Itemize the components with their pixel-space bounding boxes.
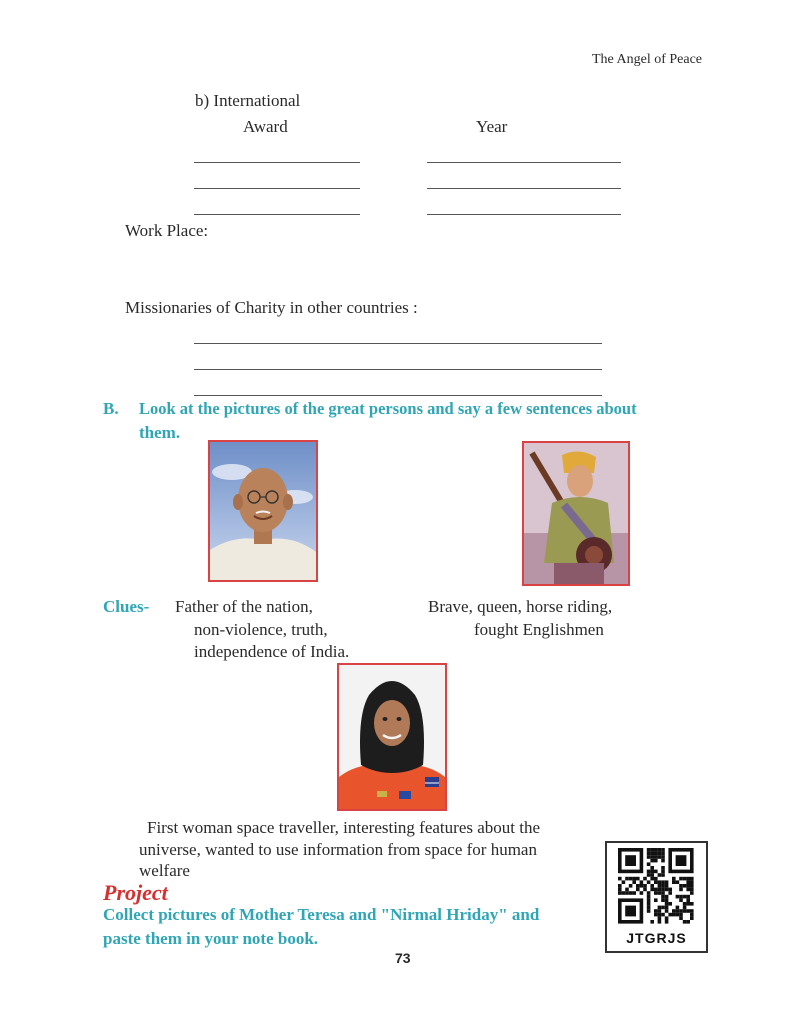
award-blank-line[interactable] <box>194 162 360 163</box>
section-b-instruction-line1: Look at the pictures of the great persons and say a few sentences about <box>139 399 637 418</box>
missionaries-blank-line[interactable] <box>194 343 602 344</box>
project-instruction-line1: Collect pictures of Mother Teresa and "Nirmal Hriday" and <box>103 905 540 924</box>
missionaries-blank-line[interactable] <box>194 369 602 370</box>
year-blank-line[interactable] <box>427 162 621 163</box>
portrait-astronaut-image <box>337 663 447 811</box>
clue-astronaut-line: universe, wanted to use information from space for human <box>139 840 537 859</box>
project-heading: Project <box>103 880 168 905</box>
section-b-letter: B. <box>103 399 119 418</box>
sub-heading-international: b) International <box>195 91 301 110</box>
qr-code-label: JTGRJS <box>626 930 687 946</box>
clue-gandhi-line: Father of the nation, <box>175 597 313 616</box>
section-b-instruction-line2: them. <box>139 423 181 442</box>
project-instruction-line2: paste them in your note book. <box>103 929 319 948</box>
award-blank-line[interactable] <box>194 214 360 215</box>
clues-label: Clues- <box>103 597 150 616</box>
missionaries-label: Missionaries of Charity in other countries : <box>125 298 418 317</box>
running-title: The Angel of Peace <box>592 52 703 67</box>
missionaries-blank-line[interactable] <box>194 395 602 396</box>
qr-code[interactable] <box>605 841 708 953</box>
page-number: 73 <box>395 950 411 966</box>
column-header-award: Award <box>243 117 288 136</box>
clue-queen-line: Brave, queen, horse riding, <box>428 597 613 616</box>
clue-gandhi-line: non-violence, truth, <box>194 620 328 639</box>
column-header-year: Year <box>476 117 508 136</box>
clue-astronaut-line: welfare <box>139 861 190 880</box>
portrait-gandhi-image <box>208 440 318 582</box>
year-blank-line[interactable] <box>427 214 621 215</box>
clue-queen-line: fought Englishmen <box>474 620 604 639</box>
award-blank-line[interactable] <box>194 188 360 189</box>
portrait-warrior-queen-image <box>522 441 630 586</box>
qr-code-icon <box>607 843 706 929</box>
clue-astronaut-line: First woman space traveller, interesting features about the <box>147 818 541 837</box>
clue-gandhi-line: independence of India. <box>194 642 350 661</box>
work-place-label: Work Place: <box>125 221 209 240</box>
year-blank-line[interactable] <box>427 188 621 189</box>
